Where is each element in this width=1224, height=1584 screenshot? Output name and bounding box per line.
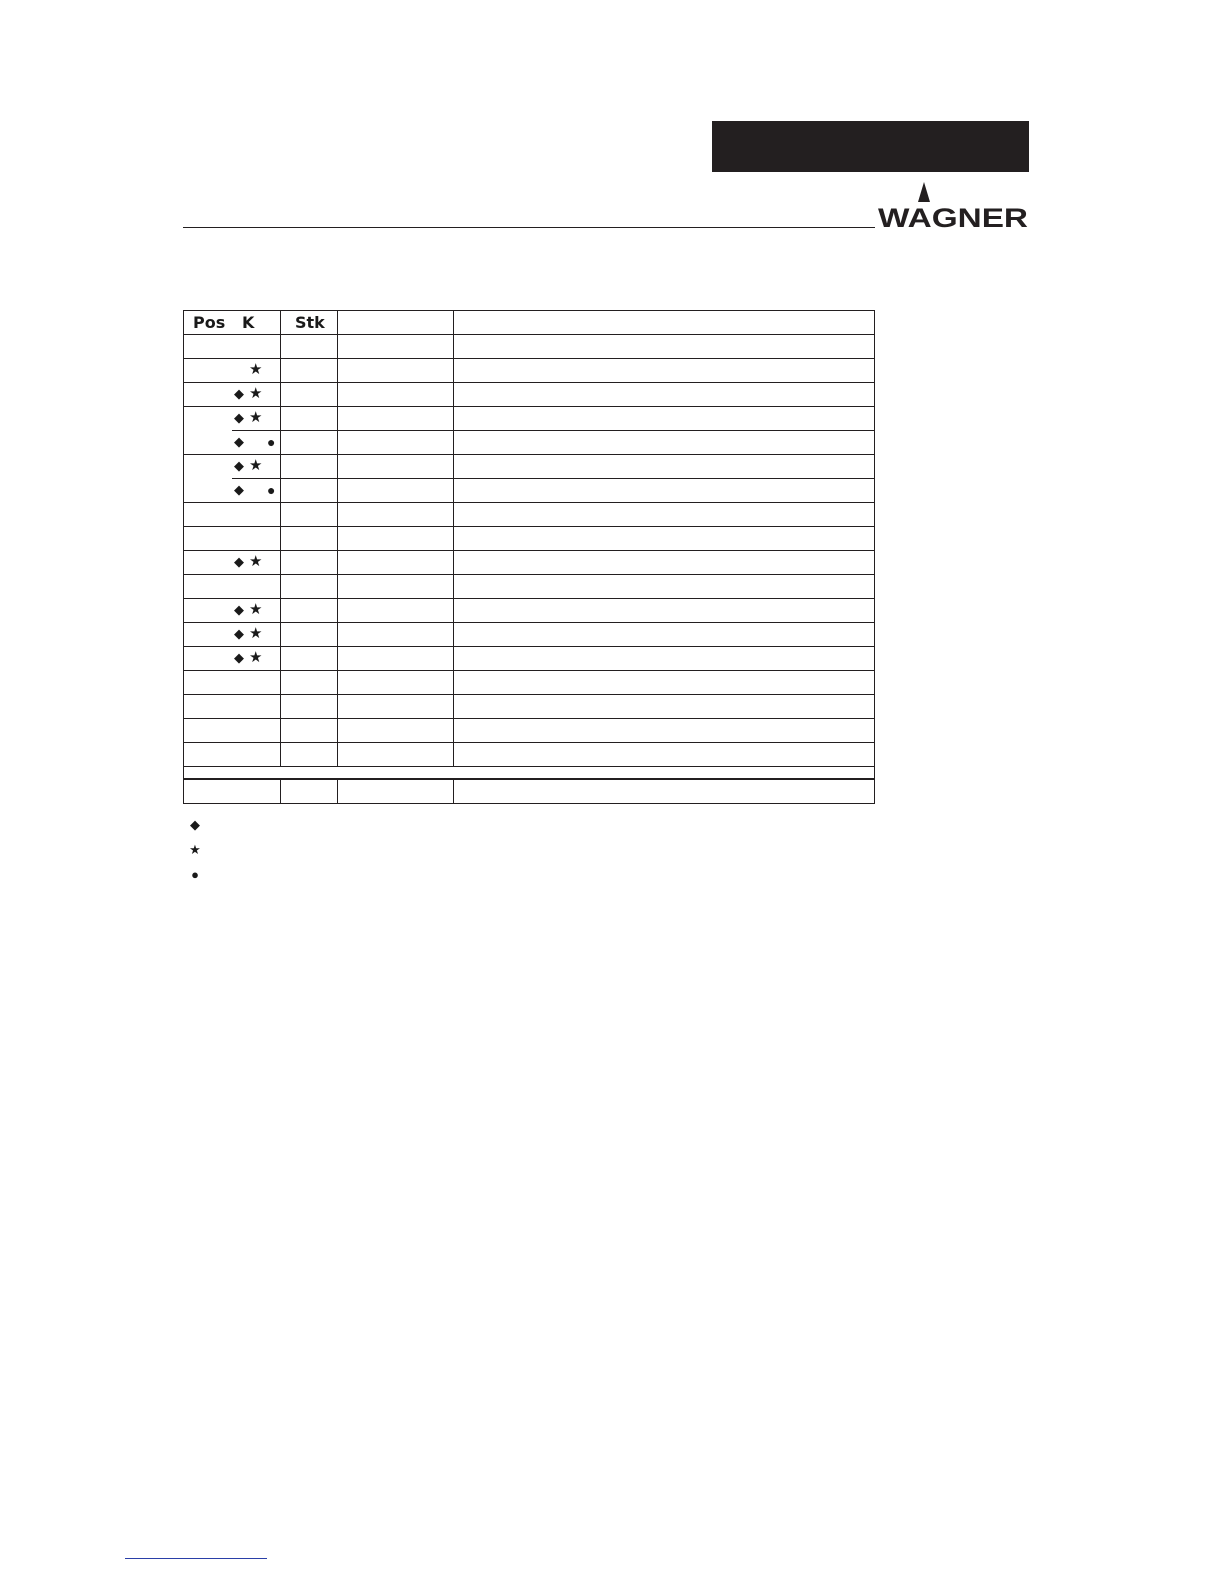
table-row bbox=[183, 479, 875, 503]
diamond-icon: ◆ bbox=[234, 410, 244, 425]
table-row bbox=[183, 407, 875, 431]
diamond-icon: ◆ bbox=[234, 650, 244, 665]
star-icon: ★ bbox=[249, 409, 263, 426]
table-row bbox=[183, 335, 875, 359]
k-markers bbox=[233, 335, 279, 358]
dot-icon: ● bbox=[191, 867, 199, 882]
k-markers bbox=[233, 599, 279, 622]
table-row bbox=[183, 575, 875, 599]
table-row bbox=[183, 527, 875, 551]
star-icon: ★ bbox=[249, 385, 263, 402]
table-row bbox=[183, 743, 875, 767]
diamond-icon: ◆ bbox=[234, 482, 244, 497]
table-row bbox=[183, 719, 875, 743]
star-icon: ★ bbox=[249, 601, 263, 618]
table-row bbox=[183, 551, 875, 575]
header-stk: Stk bbox=[295, 313, 325, 332]
star-icon: ★ bbox=[249, 553, 263, 570]
legend bbox=[188, 815, 202, 890]
table-row bbox=[183, 671, 875, 695]
parts-table bbox=[183, 310, 875, 804]
table-row bbox=[183, 647, 875, 671]
wagner-logo bbox=[877, 180, 1029, 230]
svg-text:WAGNER: WAGNER bbox=[878, 203, 1028, 230]
k-markers bbox=[233, 695, 279, 718]
table-row bbox=[183, 779, 875, 804]
diamond-icon: ◆ bbox=[234, 626, 244, 641]
diamond-icon: ◆ bbox=[234, 458, 244, 473]
star-icon: ★ bbox=[249, 625, 263, 642]
diamond-icon: ◆ bbox=[234, 434, 244, 449]
header-pos: Pos bbox=[193, 313, 226, 332]
k-markers bbox=[233, 647, 279, 670]
k-markers bbox=[233, 431, 279, 454]
k-markers bbox=[233, 383, 279, 406]
k-markers bbox=[233, 455, 279, 479]
k-markers bbox=[233, 407, 279, 431]
header-rule bbox=[183, 227, 875, 228]
diamond-icon: ◆ bbox=[234, 554, 244, 569]
k-markers bbox=[233, 503, 279, 526]
diamond-icon: ◆ bbox=[190, 817, 200, 832]
table-row bbox=[183, 383, 875, 407]
diamond-icon: ◆ bbox=[234, 386, 244, 401]
legend-item bbox=[188, 865, 202, 890]
legend-item bbox=[188, 815, 202, 840]
table-row bbox=[183, 455, 875, 479]
header-bar bbox=[712, 121, 1029, 172]
table-gap bbox=[183, 767, 875, 779]
legend-item bbox=[188, 840, 202, 865]
dot-icon: ● bbox=[267, 434, 276, 450]
k-markers bbox=[233, 671, 279, 694]
table-row bbox=[183, 359, 875, 383]
table-row bbox=[183, 599, 875, 623]
star-icon: ★ bbox=[249, 457, 263, 474]
k-markers bbox=[233, 551, 279, 574]
table-row bbox=[183, 431, 875, 455]
k-markers bbox=[233, 575, 279, 598]
star-icon: ★ bbox=[249, 361, 263, 378]
table-row bbox=[183, 503, 875, 527]
header-k: K bbox=[242, 313, 255, 332]
k-markers bbox=[233, 527, 279, 550]
k-markers bbox=[233, 743, 279, 766]
footer-link-underline[interactable] bbox=[125, 1558, 267, 1559]
star-icon: ★ bbox=[189, 842, 201, 857]
k-markers bbox=[233, 479, 279, 502]
table-header-row bbox=[183, 310, 875, 335]
table-row bbox=[183, 623, 875, 647]
star-icon: ★ bbox=[249, 649, 263, 666]
k-markers bbox=[233, 359, 279, 382]
table-row bbox=[183, 695, 875, 719]
diamond-icon: ◆ bbox=[234, 602, 244, 617]
k-markers bbox=[233, 623, 279, 646]
k-markers bbox=[233, 719, 279, 742]
dot-icon: ● bbox=[267, 482, 276, 498]
